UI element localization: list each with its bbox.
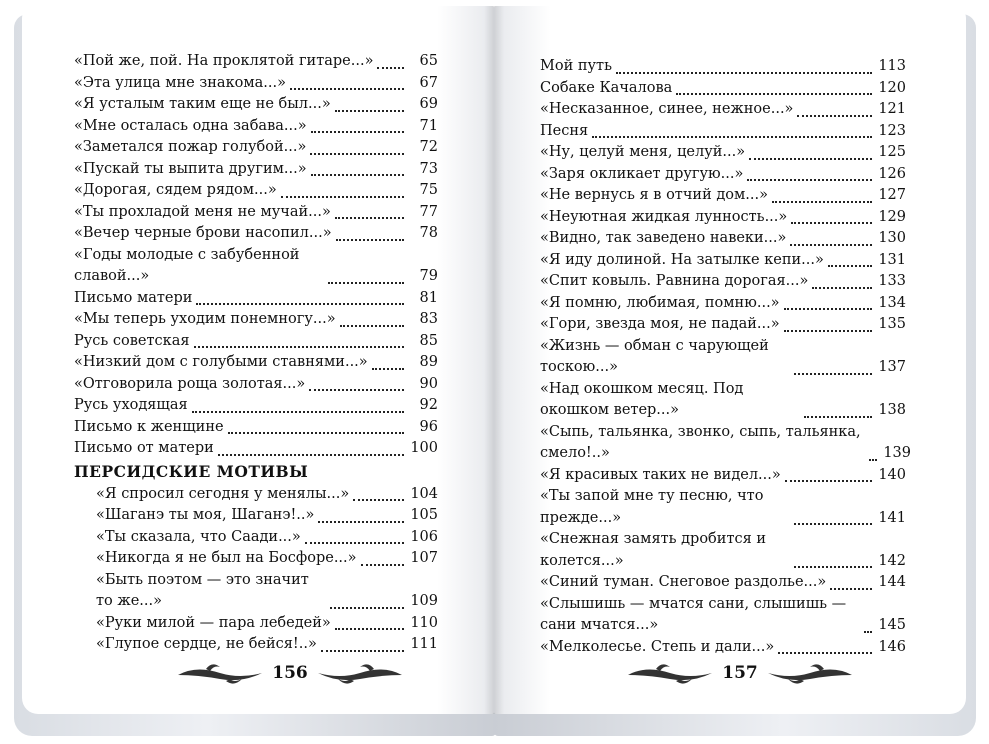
toc-entry-page: 137 [878,359,906,375]
toc-entry-page: 104 [410,485,438,502]
toc-entry-title: «Годы молодые с забубенной славой...» [74,246,300,284]
leader-dots [330,606,404,609]
toc-entry-page: 73 [419,160,438,177]
right-flourish-ornament [766,659,854,687]
toc-entry-title: «Слышишь — мчатся сани, слышишь — сани мчатся...» [540,595,847,633]
toc-entry-title: «Дорогая, сядем рядом...» [74,182,277,198]
toc-entry [74,505,438,527]
toc-entry [540,422,911,465]
toc-entry-page: 105 [410,507,438,523]
toc-entry-title: «Неуютная жидкая лунность...» [540,208,788,225]
leader-dots [791,221,872,224]
toc-entry-page: 79 [419,268,438,284]
leader-dots [830,587,872,590]
leader-dots [372,367,404,370]
leader-dots [864,630,872,633]
toc-entry-page: 134 [878,294,906,311]
toc-entry [74,180,438,202]
toc-entry-page: 71 [419,117,438,134]
toc-entry-page: 83 [419,311,438,327]
toc-entry [540,99,906,121]
toc-entry [74,484,438,506]
toc-entry-page: 139 [883,445,911,461]
leader-dots [335,627,404,630]
toc-entry-page: 138 [878,402,906,418]
page-number: 156 [272,663,308,683]
leader-dots [797,114,872,117]
leader-dots [290,87,404,90]
left-page-footer [150,655,430,691]
toc-entry-page: 110 [410,614,438,631]
toc-entry-page: 78 [419,225,438,241]
leader-dots [676,92,872,95]
toc-entry [74,417,438,439]
toc-entry-title: «Жизнь — обман с чарующей тоскою...» [540,337,769,375]
toc-entry-page: 96 [419,418,438,435]
toc-entry-title: «Над окошком месяц. Под окошком ветер...» [540,380,744,418]
toc-entry-page: 120 [878,79,906,96]
section-heading: ПЕРСИДСКИЕ МОТИВЫ [74,461,309,481]
toc-entry [74,73,438,95]
toc-entry-title: «Я красивых таких не видел...» [540,466,781,483]
toc-entry-title: «Руки милой — пара лебедей» [96,614,331,631]
leader-dots [311,130,404,133]
toc-entry-page: 133 [878,273,906,289]
leader-dots [321,649,404,652]
toc-entry-title: «Видно, так заведено навеки...» [540,230,787,246]
toc-entry-title: «Мы теперь уходим понемногу...» [74,311,336,327]
toc-entry-title: «Эта улица мне знакома...» [74,74,286,91]
toc-entry-page: 109 [410,593,438,609]
toc-entry-title: «Я усталым таким еще не был...» [74,96,331,112]
leader-dots [335,109,404,112]
right-page-footer [600,655,880,691]
toc-entry [540,78,906,100]
toc-entry-title: Песня [540,122,589,139]
leader-dots [794,372,872,375]
toc-entry-title: Русь уходящая [74,397,188,413]
toc-entry [540,250,906,272]
toc-entry [74,570,438,613]
leader-dots [353,498,404,501]
toc-entry [540,164,906,186]
toc-entry-title: «Шаганэ ты моя, Шаганэ!..» [96,507,315,523]
leader-dots [772,200,872,203]
leader-dots [377,66,404,69]
toc-entry-title: «Спит ковыль. Равнина дорогая...» [540,273,809,289]
toc-entry [74,613,438,635]
right-toc [540,56,911,658]
leader-dots [335,216,404,219]
toc-entry [540,572,906,594]
toc-entry [74,223,438,245]
toc-entry-title: Письмо от матери [74,440,214,456]
toc-entry [540,594,906,637]
toc-entry [74,438,438,460]
toc-entry-page: 125 [878,144,906,160]
left-toc [74,51,438,656]
toc-entry [74,634,438,656]
toc-entry-title: «Мелколесье. Степь и дали...» [540,638,775,655]
toc-entry [74,159,438,181]
toc-entry [540,271,906,293]
toc-entry [74,548,438,570]
toc-entry-page: 140 [878,466,906,483]
toc-entry-page: 90 [419,375,438,392]
toc-entry [540,142,906,164]
toc-entry [74,116,438,138]
toc-entry [74,137,438,159]
toc-entry-title: Собаке Качалова [540,79,673,96]
book-gutter [484,6,504,714]
leader-dots [812,286,872,289]
leader-dots [778,651,872,654]
toc-entry-title: «Ты запой мне ту песню, что прежде...» [540,488,764,526]
toc-entry-title: «Не вернусь я в отчий дом...» [540,187,768,203]
toc-entry [74,51,438,73]
toc-entry [540,379,906,422]
toc-entry [74,288,438,310]
leader-dots [336,238,404,241]
toc-entry-title: «Заметался пожар голубой...» [74,139,307,155]
toc-entry-page: 144 [878,574,906,590]
leader-dots [218,453,404,456]
toc-entry-page: 131 [878,251,906,268]
left-flourish-ornament [626,659,714,687]
toc-entry-page: 75 [419,182,438,198]
leader-dots [592,135,872,138]
toc-entry-page: 106 [410,528,438,545]
leader-dots [305,541,404,544]
leader-dots [309,388,404,391]
toc-entry [540,121,906,143]
toc-entry-page: 107 [410,550,438,566]
leader-dots [784,307,872,310]
leader-dots [784,329,872,332]
toc-entry-page: 81 [419,289,438,306]
toc-entry-page: 146 [878,638,906,655]
toc-entry-page: 100 [410,440,438,456]
toc-entry-title: Русь советская [74,332,190,349]
toc-entry-title: «Мне осталась одна забава...» [74,117,307,134]
toc-entry-page: 130 [878,230,906,246]
toc-entry [540,56,906,78]
toc-entry [74,374,438,396]
toc-entry-page: 77 [419,203,438,220]
toc-entry-title: «Пой же, пой. На проклятой гитаре...» [74,53,374,69]
toc-entry-page: 126 [878,165,906,182]
toc-entry-page: 127 [878,187,906,203]
page-number: 157 [722,663,758,683]
toc-entry [74,202,438,224]
toc-entry-title: «Отговорила роща золотая...» [74,375,306,392]
toc-entry-page: 135 [878,316,906,332]
toc-entry-title: Мой путь [540,58,612,74]
toc-entry-page: 121 [878,101,906,117]
toc-entry-title: «Гори, звезда моя, не падай...» [540,316,780,332]
toc-entry-title: «Я помню, любимая, помню...» [540,294,780,311]
leader-dots [616,71,872,74]
toc-entry-title: «Ну, целуй меня, целуй...» [540,144,746,160]
toc-entry [540,336,906,379]
toc-entry-page: 67 [419,74,438,91]
toc-entry-page: 113 [878,58,906,74]
toc-entry [540,465,906,487]
leader-dots [340,324,404,327]
leader-dots [196,302,404,305]
toc-entry-page: 69 [419,96,438,112]
toc-entry-page: 89 [419,354,438,370]
leader-dots [869,458,877,461]
toc-entry-title: «Глупое сердце, не бейся!..» [96,636,317,652]
toc-entry-title: «Низкий дом с голубыми ставнями...» [74,354,368,370]
toc-entry-title: «Снежная замять дробится и колется...» [540,531,767,569]
toc-entry-page: 142 [878,552,906,569]
toc-entry-title: Письмо матери [74,289,193,306]
leader-dots [310,152,404,155]
toc-entry-page: 92 [419,397,438,413]
toc-entry-title: «Я спросил сегодня у менялы...» [96,485,350,502]
toc-entry-page: 129 [878,208,906,225]
toc-entry-page: 85 [419,332,438,349]
left-flourish-ornament [176,659,264,687]
toc-entry-page: 72 [419,139,438,155]
toc-entry [540,529,906,572]
toc-entry-title: «Ты прохладой меня не мучай...» [74,203,331,220]
toc-entry-page: 145 [878,617,906,633]
toc-entry-title: «Быть поэтом — это значит то же...» [96,571,309,609]
leader-dots [192,410,404,413]
toc-entry [540,486,906,529]
toc-entry-title: Письмо к женщине [74,418,224,435]
leader-dots [804,415,872,418]
leader-dots [311,173,404,176]
leader-dots [318,520,404,523]
toc-entry-title: «Ты сказала, что Саади...» [96,528,301,545]
toc-entry-title: «Я иду долиной. На затылке кепи...» [540,251,824,268]
toc-entry-title: «Вечер черные брови насопил...» [74,225,332,241]
toc-entry-page: 141 [878,509,906,526]
leader-dots [328,281,404,284]
toc-entry-title: «Никогда я не был на Босфоре...» [96,550,357,566]
leader-dots [747,178,872,181]
toc-entry-title: «Пускай ты выпита другим...» [74,160,307,177]
toc-entry-page: 65 [419,53,438,69]
toc-entry [540,207,906,229]
leader-dots [794,565,872,568]
toc-entry [74,309,438,331]
toc-entry [74,527,438,549]
toc-entry [74,245,438,288]
leader-dots [790,243,872,246]
leader-dots [194,345,404,348]
toc-entry [74,352,438,374]
leader-dots [281,195,404,198]
toc-entry [74,331,438,353]
toc-entry [74,94,438,116]
leader-dots [749,157,872,160]
toc-entry-title: «Сыпь, тальянка, звонко, сыпь, тальянка, смело!..» [540,423,861,461]
toc-entry-title: «Заря окликает другую...» [540,165,744,182]
toc-entry-title: «Несказанное, синее, нежное...» [540,101,794,117]
leader-dots [228,431,404,434]
toc-entry-title: «Синий туман. Снеговое раздолье...» [540,574,827,590]
toc-entry [540,293,906,315]
leader-dots [785,479,872,482]
toc-entry-page: 123 [878,122,906,139]
toc-entry [540,228,906,250]
toc-entry [540,185,906,207]
leader-dots [828,264,872,267]
right-flourish-ornament [316,659,404,687]
leader-dots [361,563,404,566]
leader-dots [794,522,872,525]
toc-entry [540,314,906,336]
toc-entry-page: 111 [410,636,438,652]
toc-entry [74,395,438,417]
